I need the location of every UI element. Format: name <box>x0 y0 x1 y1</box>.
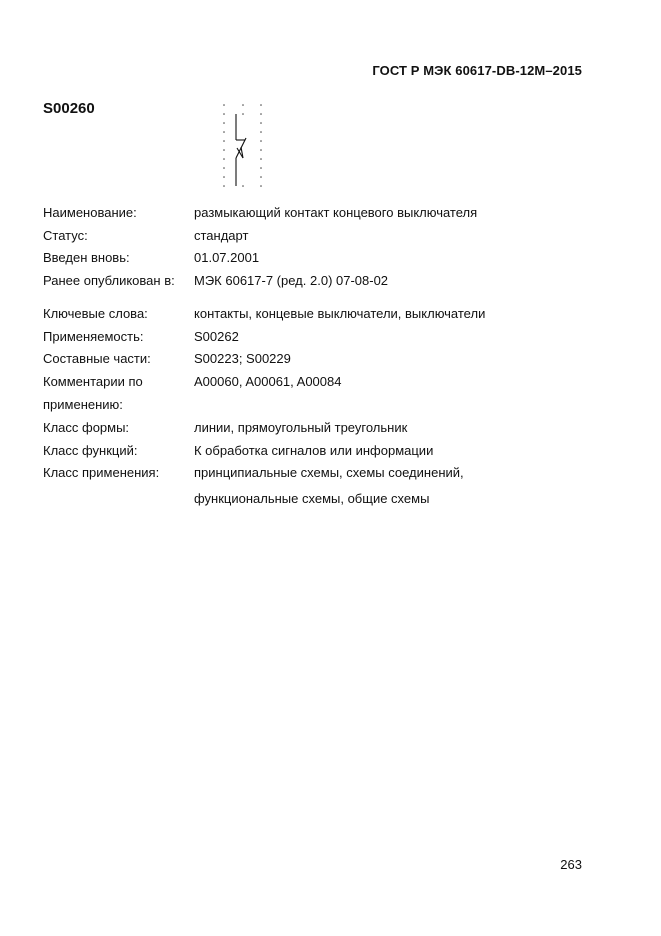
document-header: ГОСТ Р МЭК 60617-DB-12M–2015 <box>372 63 582 78</box>
comments-value: A00060, A00061, A00084 <box>194 374 342 389</box>
introduced-value: 01.07.2001 <box>194 250 260 265</box>
applicability-value: S00262 <box>194 329 239 344</box>
symbol-code: S00260 <box>43 100 95 117</box>
application-class-label: Класс применения: <box>43 465 160 480</box>
form-class-value: линии, прямоугольный треугольник <box>194 420 408 435</box>
status-value: стандарт <box>194 228 249 243</box>
application-class-value-line2: функциональные схемы, общие схемы <box>194 491 430 506</box>
keywords-value: контакты, концевые выключатели, выключатели <box>194 306 486 321</box>
function-class-label: Класс функций: <box>43 443 138 458</box>
application-class-value-line1: принципиальные схемы, схемы соединений, <box>194 465 464 480</box>
name-label: Наименование: <box>43 205 137 220</box>
published-label: Ранее опубликован в: <box>43 273 175 288</box>
status-label: Статус: <box>43 228 88 243</box>
published-value: МЭК 60617-7 (ред. 2.0) 07-08-02 <box>194 273 389 288</box>
page-number: 263 <box>560 857 582 872</box>
keywords-label: Ключевые слова: <box>43 306 148 321</box>
parts-label: Составные части: <box>43 351 151 366</box>
applicability-label: Применяемость: <box>43 329 144 344</box>
comments-label-line2: применению: <box>43 397 123 412</box>
comments-label-line1: Комментарии по <box>43 374 143 389</box>
name-value: размыкающий контакт концевого выключателя <box>194 205 478 220</box>
parts-value: S00223; S00229 <box>194 351 291 366</box>
function-class-value: К обработка сигналов или информации <box>194 443 434 458</box>
limit-switch-break-contact-symbol-icon <box>218 100 268 196</box>
form-class-label: Класс формы: <box>43 420 130 435</box>
introduced-label: Введен вновь: <box>43 250 130 265</box>
